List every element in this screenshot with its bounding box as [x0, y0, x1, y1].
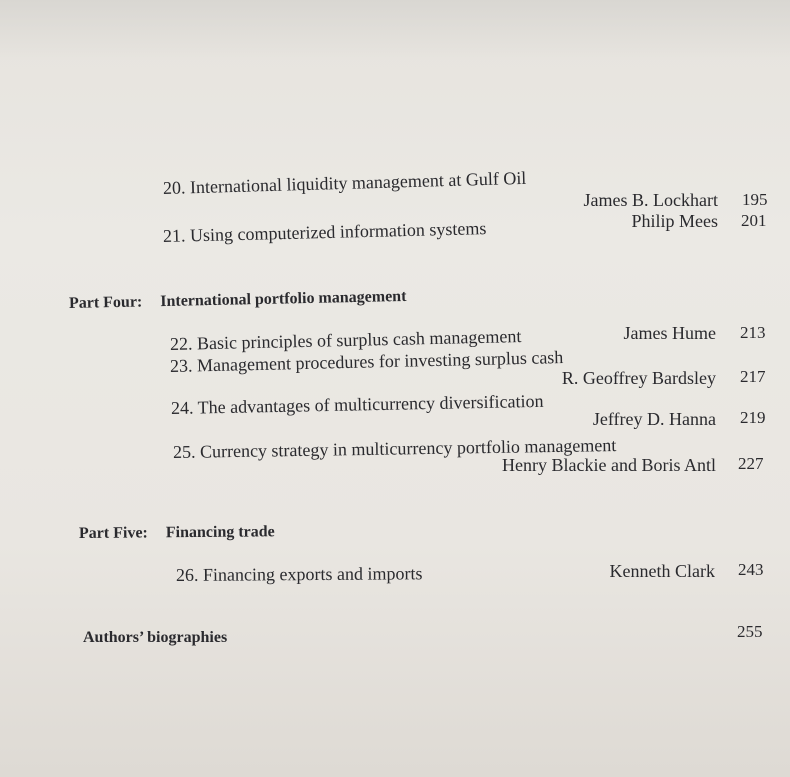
entry-page-25: 227	[738, 454, 764, 473]
entry-title: Basic principles of surplus cash management	[196, 326, 522, 354]
entry-page-23: 217	[740, 367, 766, 386]
entry-author-21: Philip Mees	[631, 211, 718, 231]
entry-page-21: 201	[741, 211, 767, 230]
entry-title: International liquidity management at Gulf Oil	[189, 167, 527, 198]
toc-entry-26	[176, 563, 423, 585]
entry-page-20: 195	[742, 190, 768, 209]
toc-entry-21	[163, 218, 487, 246]
entry-author-23: R. Geoffrey Bardsley	[561, 368, 716, 388]
entry-author-24: Jeffrey D. Hanna	[592, 409, 716, 429]
entry-author-26: Kenneth Clark	[609, 561, 715, 581]
entry-page-26: 243	[738, 560, 764, 579]
part-label: Part Five:	[78, 524, 148, 542]
entry-page-22: 213	[740, 323, 766, 342]
entry-title: Currency strategy in multicurrency portfolio management	[199, 435, 617, 462]
entry-number: 26.	[175, 564, 199, 585]
part-four-heading	[69, 287, 407, 314]
entry-title: Financing exports and imports	[202, 563, 423, 585]
entry-title: Using computerized information systems	[189, 218, 487, 246]
biographies-heading: Authors’ biographies	[83, 629, 228, 646]
entry-number: 20.	[162, 177, 186, 198]
entry-title: The advantages of multicurrency diversification	[197, 390, 544, 418]
entry-number: 23.	[169, 355, 193, 376]
entry-page-24: 219	[740, 408, 766, 427]
entry-number: 24.	[170, 397, 194, 418]
part-label: Part Four:	[68, 293, 143, 312]
toc-entry-24	[171, 391, 544, 418]
part-title: International portfolio management	[160, 287, 407, 311]
entry-title: Management procedures for investing surplus cash	[196, 347, 564, 376]
entry-number: 25.	[172, 441, 196, 462]
entry-author-20: James B. Lockhart	[583, 190, 718, 210]
part-title: Financing trade	[165, 523, 275, 542]
biographies-page: 255	[737, 622, 763, 641]
toc-entry-20	[163, 168, 527, 198]
part-five-heading	[79, 522, 275, 544]
entry-number: 21.	[162, 225, 186, 246]
entry-author-22: James Hume	[623, 323, 716, 343]
entry-number: 22.	[169, 333, 193, 354]
entry-author-25: Henry Blackie and Boris Antl	[502, 455, 716, 475]
